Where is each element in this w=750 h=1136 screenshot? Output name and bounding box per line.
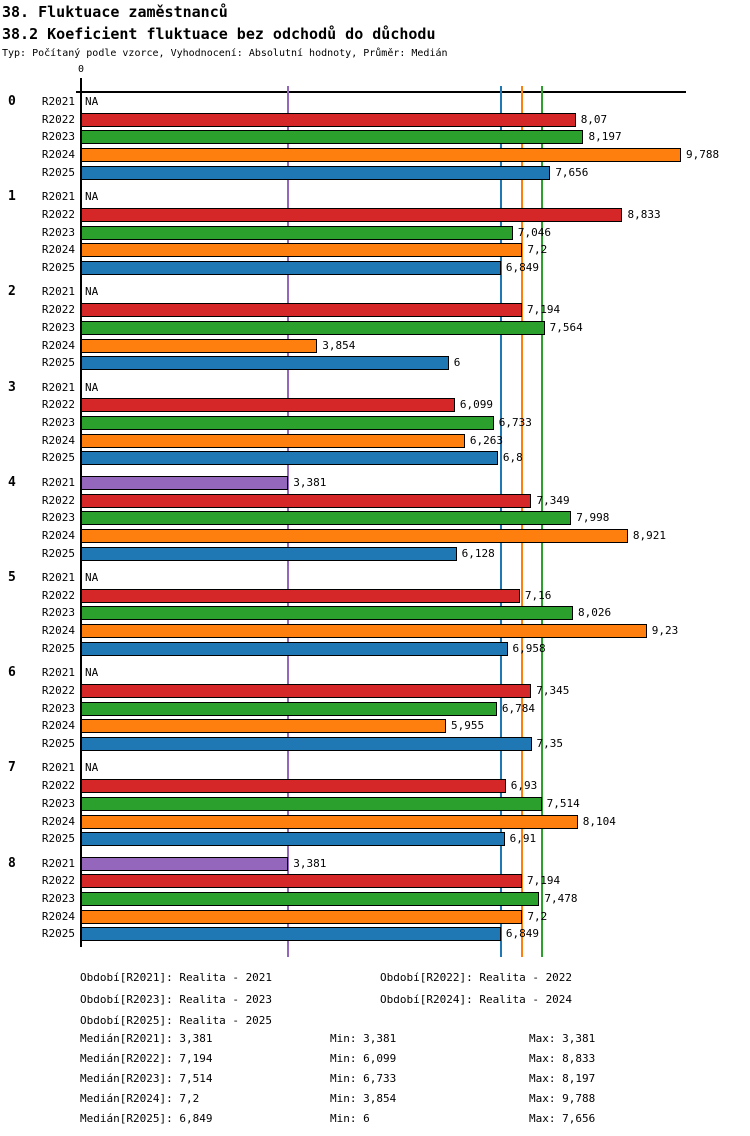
- bar-value-label: 3,381: [293, 475, 327, 489]
- page-title: 38. Fluktuace zaměstnanců: [2, 3, 228, 21]
- bar-r2025-group-2: [81, 356, 449, 370]
- bar-r2022-group-4: [81, 494, 531, 508]
- series-row-label: R2024: [41, 814, 75, 828]
- series-row-label: R2021: [41, 285, 75, 299]
- series-row-label: R2021: [41, 95, 75, 108]
- legend-stat-min: Min: 3,381: [330, 1032, 397, 1045]
- bar-r2023-group-1: [81, 226, 513, 240]
- bar-r2025-group-7: [81, 832, 505, 846]
- legend-stat-median: Medián[R2025]: 6,849: [80, 1112, 213, 1125]
- bar-r2022-group-3: [81, 398, 455, 412]
- bar-r2022-group-2: [81, 303, 522, 317]
- series-row-label: R2023: [41, 606, 75, 620]
- bar-value-label: 3,854: [322, 338, 356, 352]
- series-row-label: R2023: [41, 892, 75, 905]
- bar-r2023-group-5: [81, 606, 573, 620]
- bar-r2025-group-4: [81, 547, 457, 561]
- chart-subtitle: 38.2 Koeficient fluktuace bez odchodů do důchodu: [2, 25, 436, 43]
- series-row-label: R2022: [41, 303, 75, 317]
- bar-r2021-group-4: [81, 476, 288, 490]
- series-row-label: R2025: [41, 641, 75, 655]
- bar-r2024-group-7: [81, 815, 578, 829]
- legend-stat-median: Medián[R2022]: 7,194: [80, 1052, 213, 1065]
- bar-r2024-group-0: [81, 148, 681, 162]
- bar-r2022-group-0: [81, 113, 576, 127]
- legend-stat-min: Min: 3,854: [330, 1092, 397, 1105]
- legend-period-label: Období[R2025]: Realita - 2025: [80, 1014, 273, 1027]
- group-label-7: 7: [8, 760, 16, 776]
- series-row-label: R2022: [41, 874, 75, 888]
- bar-r2024-group-1: [81, 243, 522, 257]
- series-row-label: R2022: [41, 683, 75, 697]
- bar-value-label: 8,197: [588, 130, 622, 144]
- x-axis-line: [76, 91, 686, 93]
- legend-stat-max: Max: 9,788: [529, 1092, 596, 1105]
- bar-value-label: 7,998: [576, 511, 610, 525]
- series-row-label: R2021: [41, 475, 75, 489]
- group-label-6: 6: [8, 665, 16, 681]
- bar-r2025-group-8: [81, 927, 501, 941]
- series-row-label: R2024: [41, 433, 75, 447]
- bar-value-label: 7,194: [526, 303, 561, 317]
- bar-value-label: 6: [453, 356, 461, 370]
- series-row-label: R2025: [41, 737, 75, 750]
- series-row-label: R2021: [41, 571, 75, 584]
- bar-value-label: 6,733: [498, 416, 532, 429]
- legend-stat-max: Max: 8,833: [529, 1052, 596, 1065]
- na-value-label: NA: [85, 190, 99, 204]
- series-row-label: R2021: [41, 380, 75, 394]
- bar-r2023-group-3: [81, 416, 494, 430]
- bar-r2024-group-2: [81, 339, 317, 353]
- legend-stat-median: Medián[R2024]: 7,2: [80, 1092, 200, 1105]
- legend-stat-median: Medián[R2021]: 3,381: [80, 1032, 213, 1045]
- bar-value-label: 3,381: [293, 856, 327, 870]
- bar-value-label: 6,958: [512, 641, 546, 655]
- legend-stat-min: Min: 6,099: [330, 1052, 397, 1065]
- bar-value-label: 6,849: [505, 927, 539, 941]
- series-row-label: R2021: [41, 856, 75, 870]
- bar-r2025-group-6: [81, 737, 532, 751]
- na-value-label: NA: [85, 285, 99, 299]
- bar-r2025-group-1: [81, 261, 501, 275]
- series-row-label: R2022: [41, 112, 75, 126]
- series-row-label: R2023: [41, 225, 75, 239]
- series-row-label: R2024: [41, 338, 75, 352]
- bar-value-label: 8,104: [582, 814, 616, 828]
- bar-r2022-group-5: [81, 589, 520, 603]
- bar-r2022-group-8: [81, 874, 522, 888]
- bar-value-label: 6,93: [510, 779, 538, 793]
- bar-r2022-group-6: [81, 684, 531, 698]
- bar-value-label: 9,23: [651, 624, 679, 638]
- na-value-label: NA: [85, 380, 99, 394]
- bar-value-label: 5,955: [451, 719, 485, 733]
- bar-r2021-group-8: [81, 857, 288, 871]
- series-row-label: R2023: [41, 416, 75, 429]
- series-row-label: R2021: [41, 761, 75, 775]
- bar-value-label: 7,2: [527, 243, 548, 257]
- legend-stat-median: Medián[R2023]: 7,514: [80, 1072, 213, 1085]
- series-row-label: R2025: [41, 451, 75, 465]
- series-row-label: R2024: [41, 528, 75, 542]
- legend-period-label: Období[R2021]: Realita - 2021: [80, 971, 273, 984]
- chart-meta-line: Typ: Počítaný podle vzorce, Vyhodnocení: Absolutní hodnoty, Průměr: Medián: [2, 48, 448, 59]
- bar-r2023-group-0: [81, 130, 583, 144]
- bar-r2023-group-8: [81, 892, 539, 906]
- series-row-label: R2021: [41, 190, 75, 204]
- group-label-5: 5: [8, 570, 16, 585]
- bar-r2023-group-2: [81, 321, 545, 335]
- series-row-label: R2024: [41, 909, 75, 923]
- x-axis-zero-tick: [80, 78, 82, 92]
- series-row-label: R2025: [41, 261, 75, 274]
- bar-r2023-group-6: [81, 702, 497, 716]
- series-row-label: R2021: [41, 666, 75, 680]
- legend-stat-min: Min: 6,733: [330, 1072, 397, 1085]
- series-row-label: R2022: [41, 398, 75, 412]
- bar-value-label: 6,128: [461, 546, 495, 560]
- bar-value-label: 7,656: [555, 165, 589, 179]
- bar-r2024-group-6: [81, 719, 446, 733]
- na-value-label: NA: [85, 571, 99, 584]
- bar-value-label: 7,194: [526, 874, 561, 888]
- bar-r2023-group-7: [81, 797, 542, 811]
- series-row-label: R2024: [41, 719, 75, 733]
- group-label-1: 1: [8, 189, 16, 205]
- bar-r2022-group-7: [81, 779, 506, 793]
- legend-stat-min: Min: 6: [330, 1112, 370, 1125]
- na-value-label: NA: [85, 95, 99, 108]
- bar-value-label: 7,2: [527, 909, 548, 923]
- bar-r2023-group-4: [81, 511, 571, 525]
- series-row-label: R2025: [41, 832, 75, 846]
- bar-value-label: 7,514: [546, 796, 580, 810]
- legend-stat-max: Max: 3,381: [529, 1032, 596, 1045]
- legend-period-label: Období[R2022]: Realita - 2022: [380, 971, 573, 984]
- series-row-label: R2024: [41, 243, 75, 257]
- bar-value-label: 7,35: [536, 737, 564, 750]
- series-row-label: R2022: [41, 779, 75, 793]
- bar-value-label: 7,478: [544, 892, 578, 905]
- series-row-label: R2023: [41, 320, 75, 334]
- group-label-4: 4: [8, 474, 16, 490]
- series-row-label: R2025: [41, 546, 75, 560]
- na-value-label: NA: [85, 761, 99, 775]
- series-row-label: R2023: [41, 701, 75, 715]
- series-row-label: R2022: [41, 493, 75, 507]
- bar-r2024-group-8: [81, 910, 522, 924]
- legend-stat-max: Max: 8,197: [529, 1072, 596, 1085]
- bar-value-label: 8,026: [577, 606, 612, 620]
- bar-value-label: 7,046: [517, 225, 552, 239]
- group-label-2: 2: [8, 284, 16, 300]
- bar-value-label: 6,263: [469, 433, 504, 447]
- bar-value-label: 7,564: [549, 320, 583, 334]
- x-axis-zero-label: 0: [77, 64, 85, 75]
- bar-r2024-group-3: [81, 434, 465, 448]
- bar-r2024-group-5: [81, 624, 647, 638]
- bar-value-label: 6,849: [505, 261, 539, 274]
- series-row-label: R2024: [41, 148, 75, 162]
- series-row-label: R2023: [41, 130, 75, 144]
- na-value-label: NA: [85, 666, 99, 680]
- bar-r2025-group-5: [81, 642, 508, 656]
- series-row-label: R2025: [41, 356, 75, 370]
- bar-value-label: 9,788: [686, 148, 720, 162]
- bar-r2025-group-0: [81, 166, 550, 180]
- group-label-0: 0: [8, 94, 16, 109]
- series-row-label: R2025: [41, 165, 75, 179]
- bar-value-label: 8,833: [627, 207, 661, 221]
- group-label-8: 8: [8, 855, 16, 871]
- series-row-label: R2022: [41, 207, 75, 221]
- legend-stat-max: Max: 7,656: [529, 1112, 596, 1125]
- bar-value-label: 7,349: [536, 493, 570, 507]
- series-row-label: R2024: [41, 624, 75, 638]
- series-row-label: R2022: [41, 588, 75, 602]
- series-row-label: R2025: [41, 927, 75, 941]
- bar-value-label: 6,8: [502, 451, 523, 465]
- bar-r2025-group-3: [81, 451, 498, 465]
- series-row-label: R2023: [41, 796, 75, 810]
- bar-value-label: 6,91: [509, 832, 537, 846]
- bar-value-label: 7,345: [536, 683, 570, 697]
- bar-value-label: 6,099: [459, 398, 493, 412]
- bar-r2022-group-1: [81, 208, 622, 222]
- bar-value-label: 8,07: [580, 112, 608, 126]
- legend-period-label: Období[R2024]: Realita - 2024: [380, 992, 573, 1006]
- bar-value-label: 8,921: [632, 528, 666, 542]
- bar-value-label: 6,784: [501, 701, 535, 715]
- bar-value-label: 7,16: [524, 588, 552, 602]
- series-row-label: R2023: [41, 511, 75, 525]
- bar-r2024-group-4: [81, 529, 628, 543]
- group-label-3: 3: [8, 379, 16, 395]
- legend-period-label: Období[R2023]: Realita - 2023: [80, 992, 273, 1006]
